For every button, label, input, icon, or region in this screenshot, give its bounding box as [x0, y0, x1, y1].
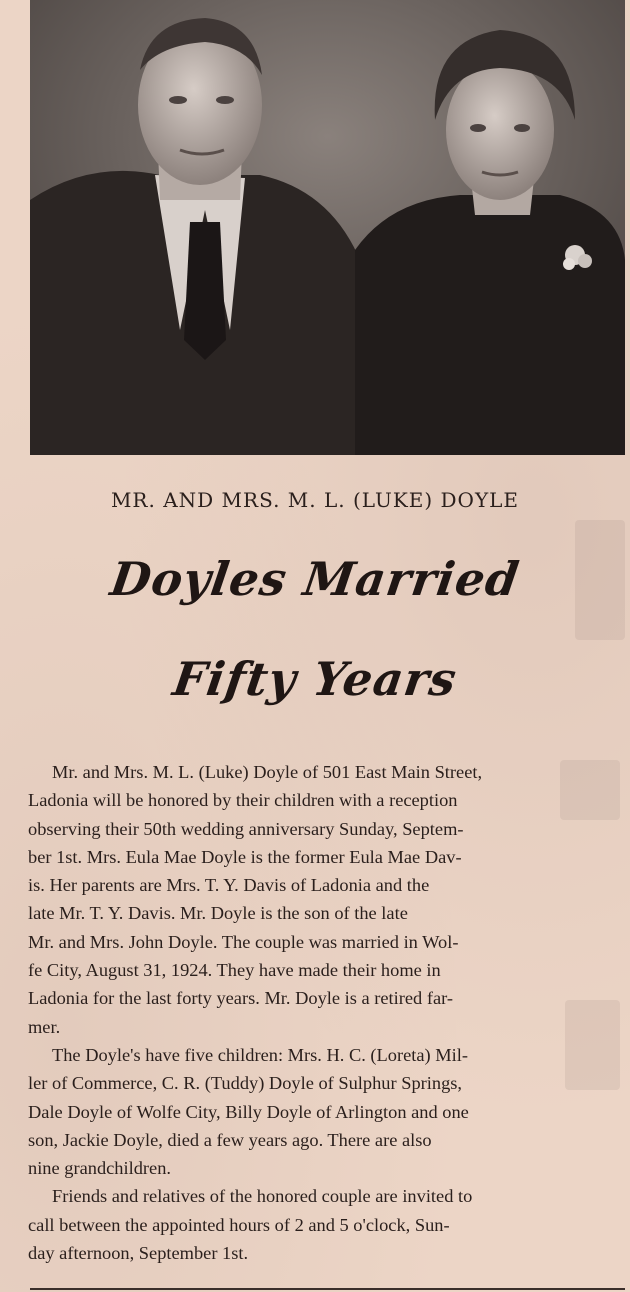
article-line: Dale Doyle of Wolfe City, Billy Doyle of Arlington and one [28, 1101, 469, 1122]
article-body [28, 758, 624, 1267]
article-paragraph [28, 1182, 624, 1267]
article-line: ber 1st. Mrs. Eula Mae Doyle is the former Eula Mae Dav- [28, 846, 462, 867]
headline-line-1: Doyles Married [107, 552, 523, 606]
article-line: call between the appointed hours of 2 and 5 o'clock, Sun- [28, 1214, 450, 1235]
article-line: ler of Commerce, C. R. (Tuddy) Doyle of Sulphur Springs, [28, 1073, 463, 1094]
article-line: The Doyle's have five children: Mrs. H. C. (Loreta) Mil- [52, 1044, 468, 1065]
article-line: Ladonia for the last forty years. Mr. Doyle is a retired far- [28, 988, 454, 1009]
article-paragraph [28, 758, 624, 1041]
article-line: Friends and relatives of the honored couple are invited to [52, 1186, 473, 1207]
man-tie [184, 222, 226, 360]
article-line: is. Her parents are Mrs. T. Y. Davis of Ladonia and the [28, 875, 430, 896]
woman-dress [355, 195, 625, 455]
article-line: nine grandchildren. [28, 1158, 171, 1179]
article-line: fe City, August 31, 1924. They have made their home in [28, 960, 441, 981]
article-line: day afternoon, September 1st. [28, 1243, 249, 1264]
article-paragraph [28, 1041, 624, 1182]
article-line: Ladonia will be honored by their children with a reception [28, 790, 458, 811]
couple-photograph [30, 0, 625, 455]
portrait-image [30, 0, 625, 455]
article-line: observing their 50th wedding anniversary Sunday, Septem- [28, 818, 464, 839]
article-line: Mr. and Mrs. John Doyle. The couple was married in Wol- [28, 931, 459, 952]
article-line: Mr. and Mrs. M. L. (Luke) Doyle of 501 East Main Street, [52, 762, 483, 782]
photo-caption: MR. AND MRS. M. L. (LUKE) DOYLE [110, 488, 520, 512]
headline-line-2: Fifty Years [169, 652, 461, 706]
bottom-rule [30, 1288, 625, 1290]
article-line: son, Jackie Doyle, died a few years ago. There are also [28, 1129, 432, 1150]
article-line: mer. [28, 1016, 61, 1037]
article-line: late Mr. T. Y. Davis. Mr. Doyle is the son of the late [28, 903, 408, 924]
woman-face [446, 60, 554, 200]
